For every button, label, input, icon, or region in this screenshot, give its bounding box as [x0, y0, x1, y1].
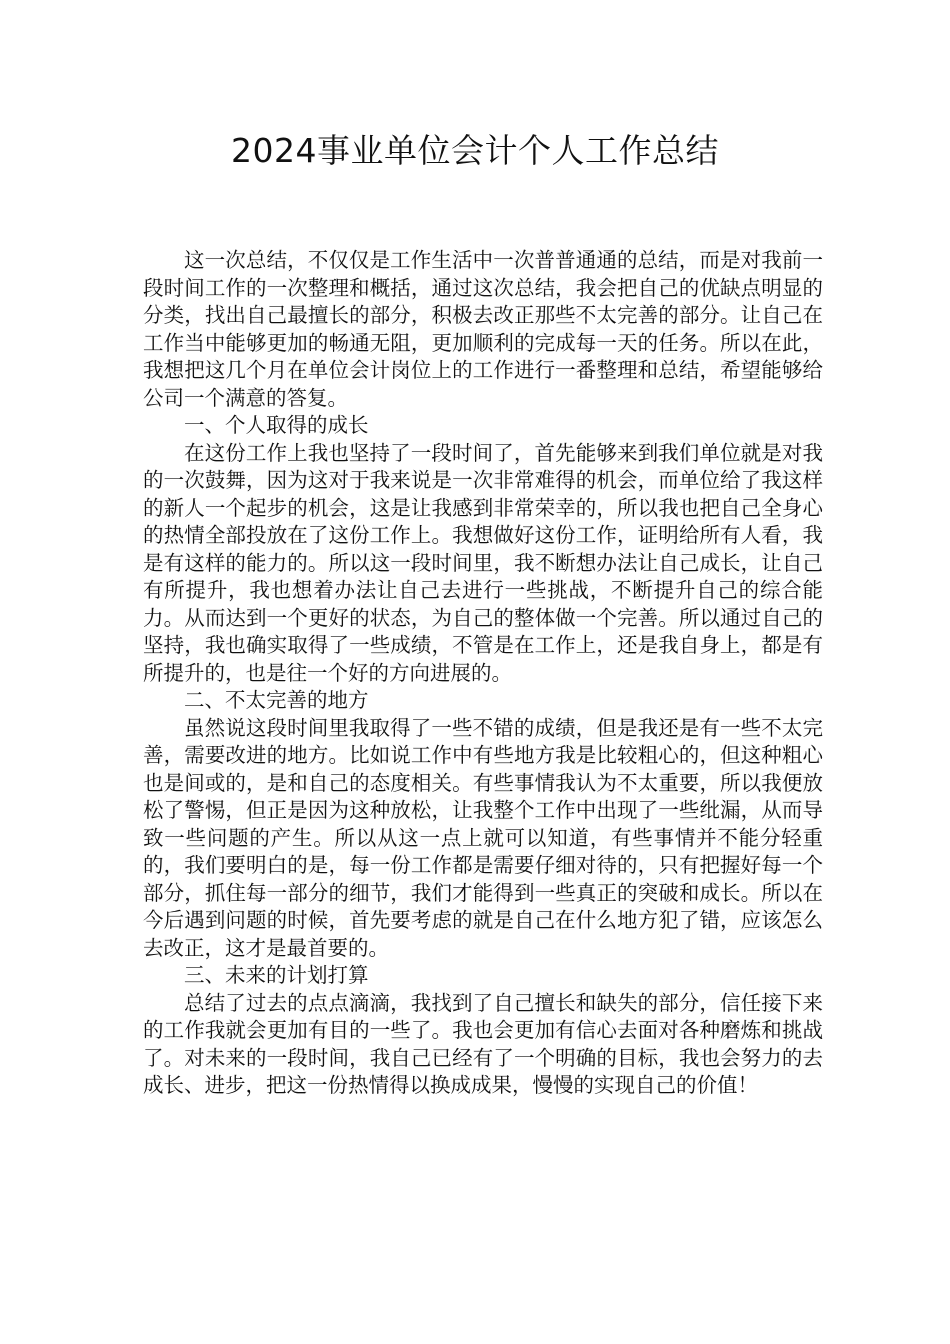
- document-body: [143, 247, 823, 1100]
- section-heading-growth: 一、个人取得的成长: [184, 413, 369, 437]
- shortcomings-paragraph: 虽然说这段时间里我取得了一些不错的成绩，但是我还是有一些不太完善，需要改进的地方。比如说工作中有些地方我是比较粗心的，但这种粗心也是间或的，是和自己的态度相关。有些事情我认为不太重要，所以我便放松了警惕，但正是因为这种放松，让我整个工作中出现了一些纰漏，从而导致一些问题的产生。所以从这一点上就可以知道，有些事情并不能分轻重的，我们要明白的是，每一份工作都是需要仔细对待的，只有把握好每一个部分，抓住每一部分的细节，我们才能得到一些真正的突破和成长。所以在今后遇到问题的时候，首先要考虑的就是自己在什么地方犯了错，应该怎么去改正，这才是最首要的。: [143, 715, 823, 960]
- intro-paragraph: 这一次总结，不仅仅是工作生活中一次普普通通的总结，而是对我前一段时间工作的一次整理和概括，通过这次总结，我会把自己的优缺点明显的分类，找出自己最擅长的部分，积极去改正那些不太完善的部分。让自己在工作当中能够更加的畅通无阻，更加顺利的完成每一天的任务。所以在此，我想把这几个月在单位会计岗位上的工作进行一番整理和总结，希望能够给公司一个满意的答复。: [143, 248, 823, 410]
- section-heading-plans: 三、未来的计划打算: [184, 963, 369, 987]
- growth-paragraph: 在这份工作上我也坚持了一段时间了，首先能够来到我们单位就是对我的一次鼓舞，因为这对于我来说是一次非常难得的机会，而单位给了我这样的新人一个起步的机会，这是让我感到非常荣幸的，所以我也把自己全身心的热情全部投放在了这份工作上。我想做好这份工作，证明给所有人看，我是有这样的能力的。所以这一段时间里，我不断想办法让自己成长，让自己有所提升，我也想着办法让自己去进行一些挑战，不断提升自己的综合能力。从而达到一个更好的状态，为自己的整体做一个完善。所以通过自己的坚持，我也确实取得了一些成绩，不管是在工作上，还是我自身上，都是有所提升的，也是往一个好的方向进展的。: [143, 440, 823, 685]
- document-title: 2024事业单位会计个人工作总结: [231, 131, 719, 170]
- section-heading-shortcomings: 二、不太完善的地方: [184, 688, 369, 712]
- plans-paragraph: 总结了过去的点点滴滴，我找到了自己擅长和缺失的部分，信任接下来的工作我就会更加有目的一些了。我也会更加有信心去面对各种磨炼和挑战了。对未来的一段时间，我自己已经有了一个明确的目标，我也会努力的去成长、进步，把这一份热情得以换成成果，慢慢的实现自己的价值！: [143, 990, 823, 1097]
